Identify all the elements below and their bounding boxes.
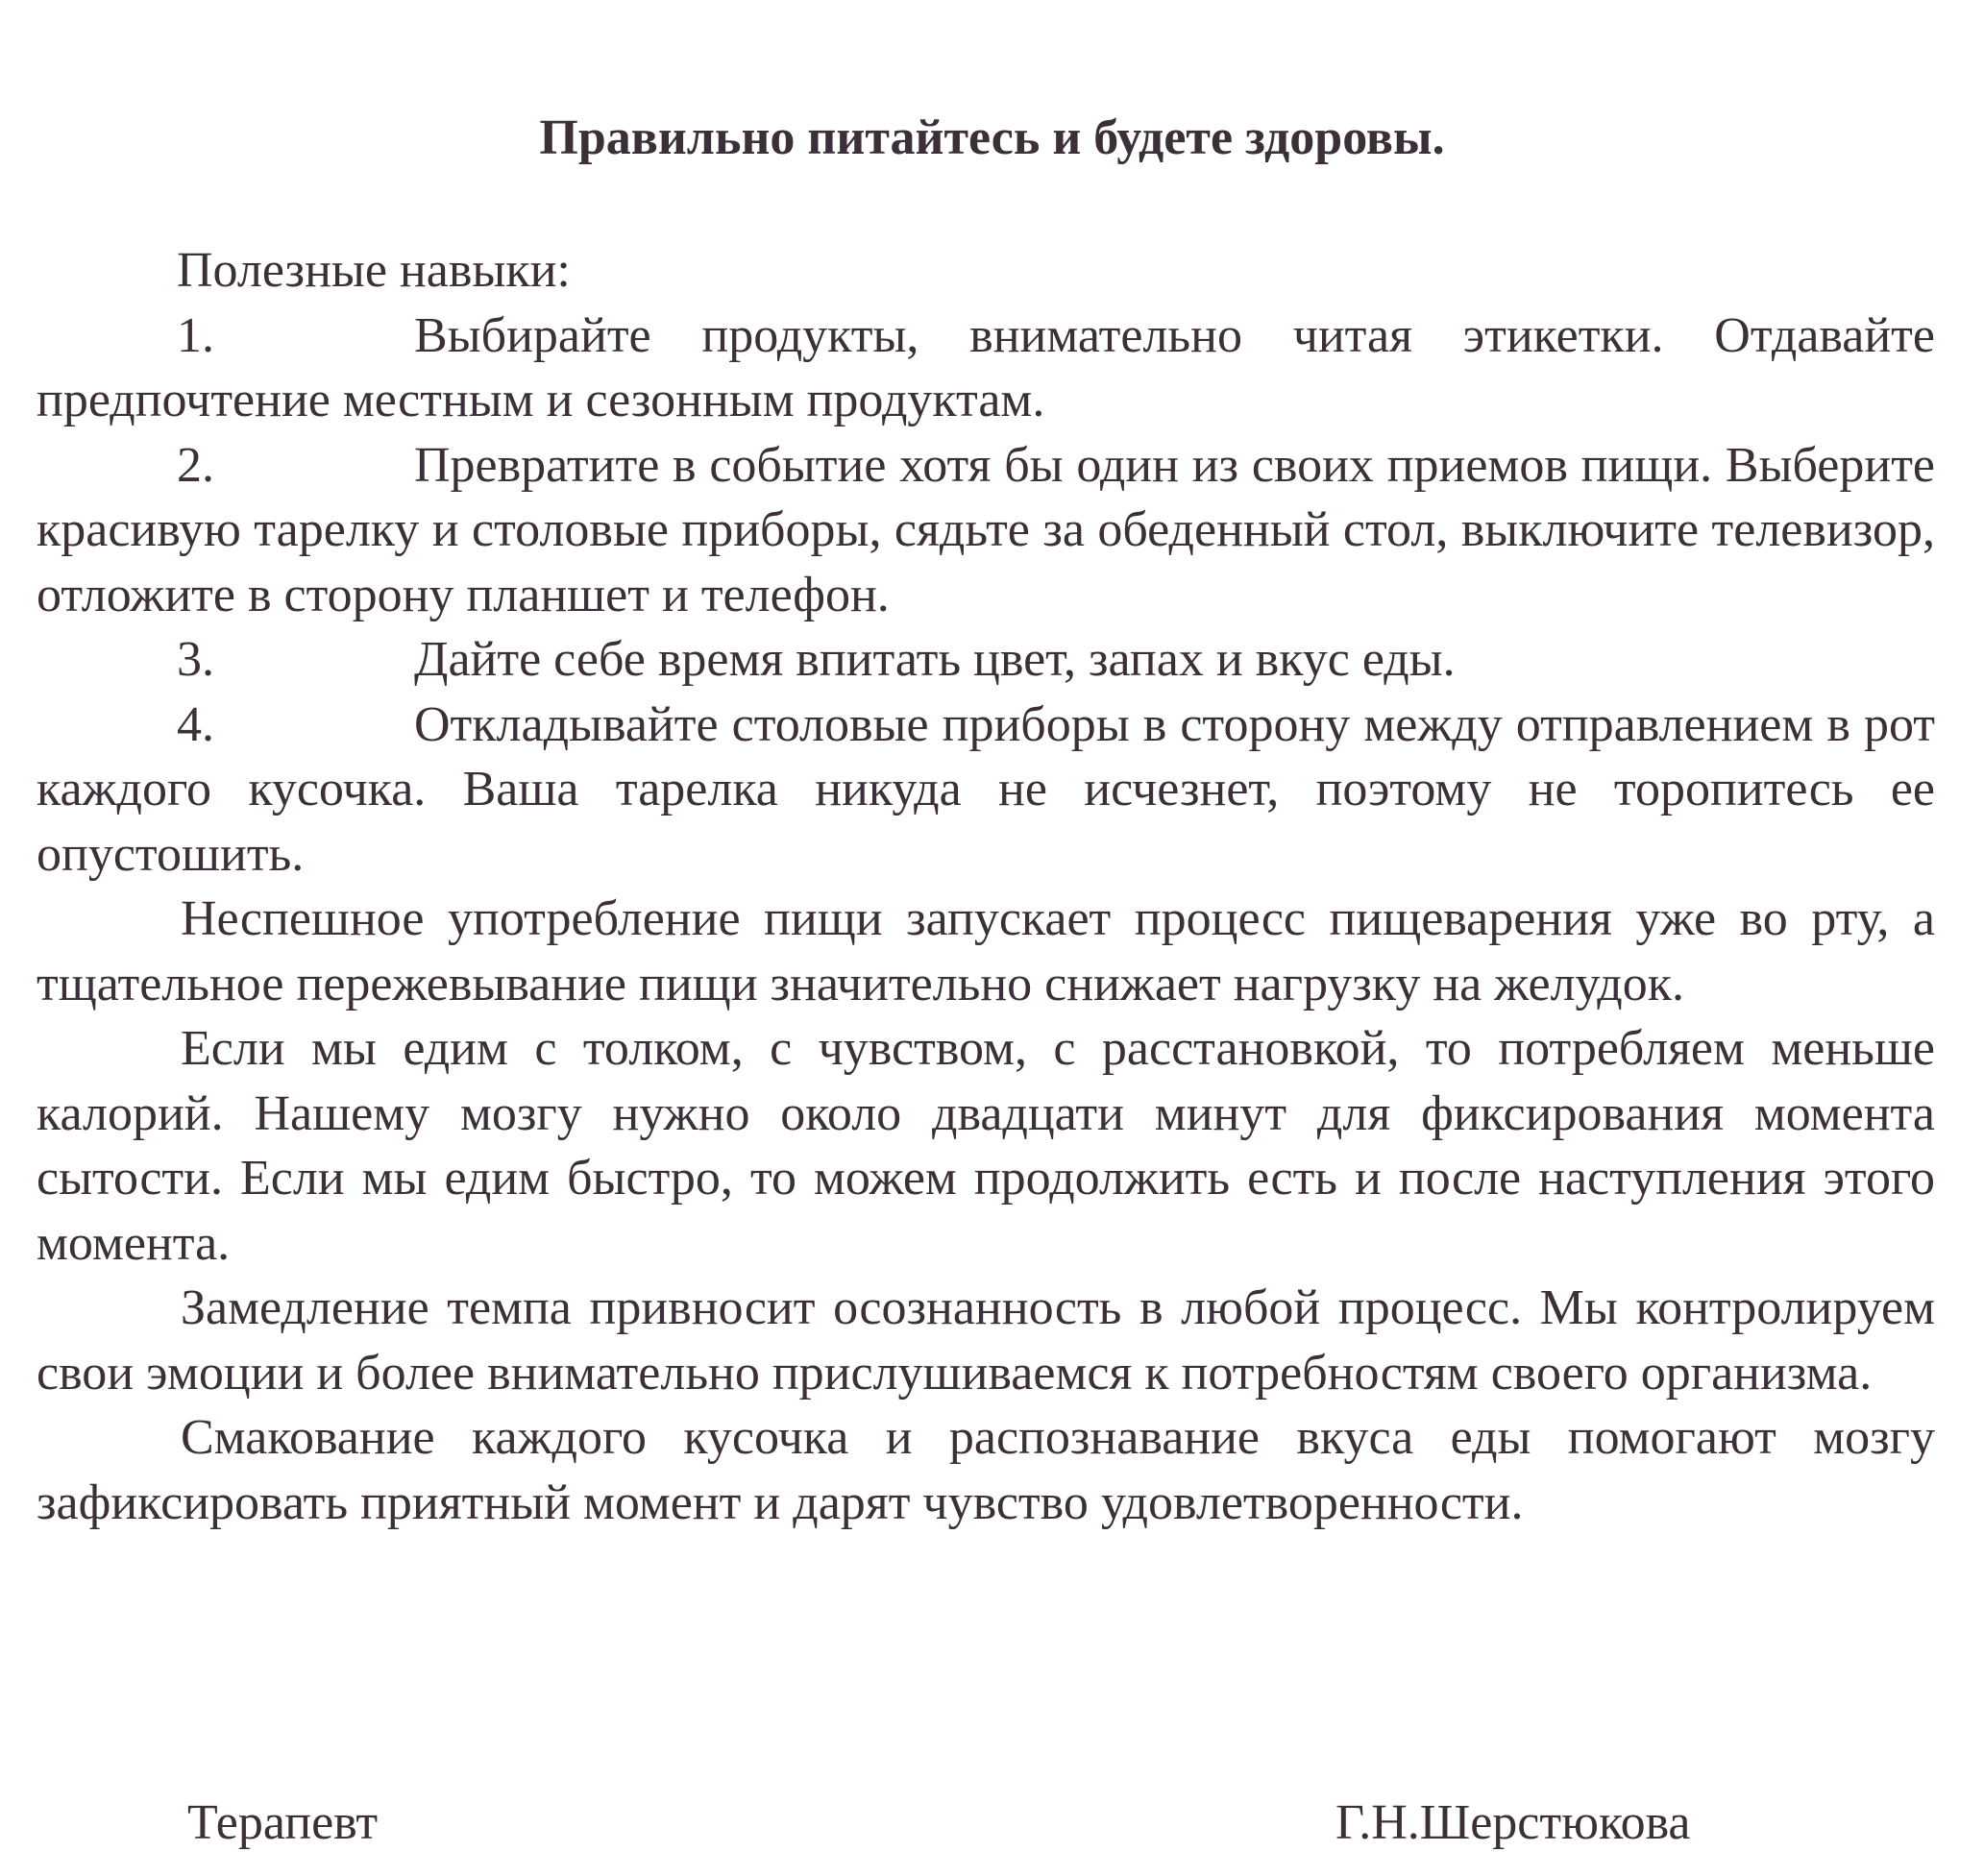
list-item-2 — [37, 433, 1935, 628]
list-item-4 — [37, 693, 1935, 888]
signature-name: Г.Н.Шерстюкова — [1335, 1795, 1691, 1850]
list-item-text: Превратите в событие хотя бы один из своих приемов пищи. Выберите красивую тарелку и столовые приборы, сядьте за обеденный стол, выключите телевизор, отложите в сторону планшет и телефон. — [37, 437, 1935, 622]
list-item-number: 4. — [177, 696, 214, 752]
list-item-3 — [37, 627, 1935, 693]
list-item-text: Выбирайте продукты, внимательно читая этикетки. Отдавайте предпочтение местным и сезонным продуктам. — [37, 307, 1935, 427]
document-body — [37, 238, 1935, 1535]
list-item-number: 3. — [177, 632, 214, 687]
paragraph-3: Замедление темпа привносит осознанность в любой процесс. Мы контролируем свои эмоции и более внимательно прислушиваемся к потребностям своего организма. — [37, 1280, 1935, 1401]
document-title: Правильно питайтесь и будете здоровы. — [539, 110, 1445, 165]
paragraph-4: Смакование каждого кусочка и распознавание вкуса еды помогают мозгу зафиксировать приятный момент и дарят чувство удовлетворенности. — [37, 1410, 1935, 1530]
list-item-number: 2. — [177, 437, 214, 493]
list-item-number: 1. — [177, 307, 214, 363]
list-item-text: Дайте себе время впитать цвет, запах и вкус еды. — [414, 632, 1456, 687]
intro-heading: Полезные навыки: — [177, 243, 571, 298]
list-item-text: Откладывайте столовые приборы в сторону между отправлением в рот каждого кусочка. Ваша тарелка никуда не исчезнет, поэтому не торопитесь ее опустошить. — [37, 696, 1935, 882]
list-item-1 — [37, 304, 1935, 433]
signature-role: Терапевт — [187, 1795, 379, 1850]
paragraph-1: Неспешное употребление пищи запускает процесс пищеварения уже во рту, а тщательное пережевывание пищи значительно снижает нагрузку на желудок. — [37, 891, 1935, 1011]
paragraph-2: Если мы едим с толком, с чувством, с расстановкой, то потребляем меньше калорий. Нашему мозгу нужно около двадцати минут для фиксирования момента сытости. Если мы едим быстро, то можем продолжить есть и после наступления этого момента. — [37, 1021, 1935, 1271]
